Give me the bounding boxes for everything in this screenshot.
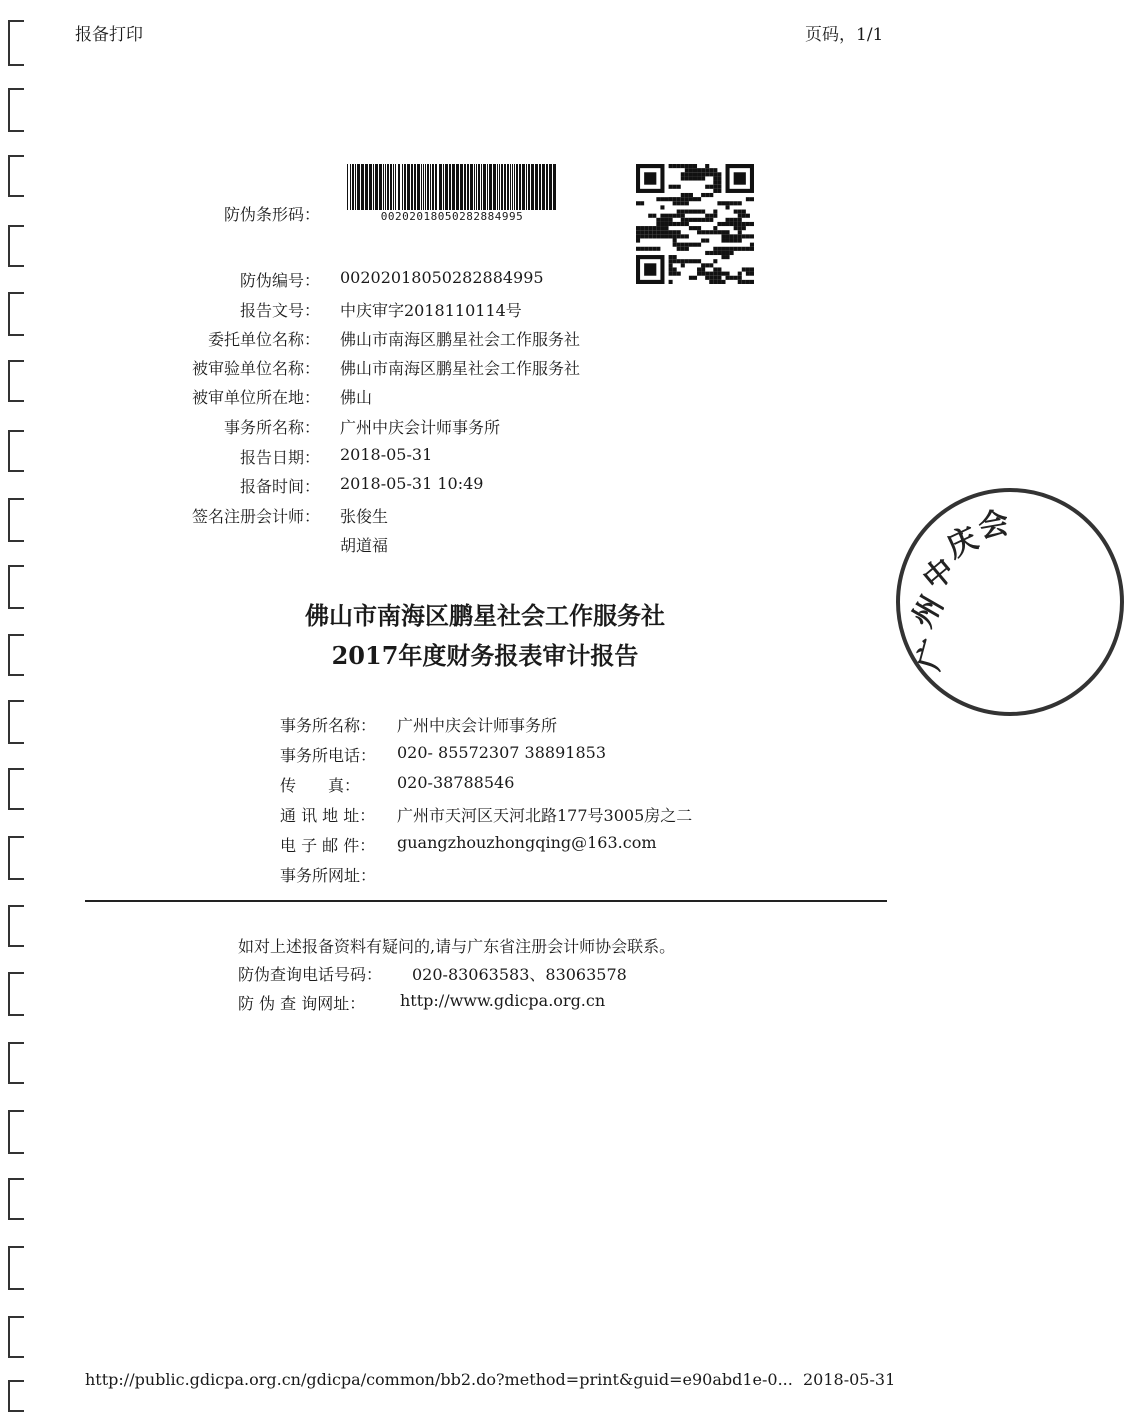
- field-value: 佛山市南海区鹏星社会工作服务社: [340, 330, 581, 349]
- field-value: 中庆审字2018110114号: [340, 301, 522, 320]
- binder-mark: [8, 155, 24, 197]
- seal-char: 中: [916, 551, 962, 598]
- office-label: 事务所网址：: [280, 866, 377, 885]
- binder-mark: [8, 836, 24, 880]
- qr-code-image: [636, 164, 754, 284]
- seal-char: 会: [975, 505, 1012, 546]
- phone-value: 020-83063583、83063578: [412, 965, 627, 984]
- binder-mark: [8, 1380, 24, 1412]
- binder-mark: [8, 1316, 24, 1358]
- field-value: 2018-05-31 10:49: [340, 474, 484, 493]
- header-right: 页码，1/1: [805, 25, 884, 45]
- field-value: 张俊生: [340, 507, 389, 526]
- field-value: 佛山市南海区鹏星社会工作服务社: [340, 359, 581, 378]
- barcode-image: [347, 164, 557, 210]
- field-label: 被审验单位名称：: [191, 359, 320, 378]
- binder-mark: [8, 360, 24, 402]
- web-label: 防 伪 查 询网址：: [238, 994, 366, 1013]
- field-label: 报告日期：: [239, 448, 320, 467]
- binder-mark: [8, 498, 24, 542]
- binder-mark: [8, 700, 24, 744]
- office-label: 电 子 邮 件：: [280, 836, 376, 855]
- office-value: 广州中庆会计师事务所: [397, 716, 558, 735]
- field-label: 被审单位所在地：: [191, 388, 320, 407]
- binder-mark: [8, 430, 24, 472]
- field-value: 佛山: [340, 388, 373, 407]
- field-value: 2018-05-31: [340, 445, 433, 464]
- field-value: 胡道福: [340, 536, 389, 555]
- field-label: 委托单位名称：: [207, 330, 320, 349]
- binder-mark: [8, 20, 24, 66]
- binder-mark: [8, 1110, 24, 1154]
- office-value: 020- 85572307 38891853: [397, 743, 606, 762]
- office-value: 广州市天河区天河北路177号3005房之二: [397, 806, 693, 825]
- barcode-label: 防伪条形码：: [223, 205, 320, 224]
- office-value: guangzhouzhongqing@163.com: [397, 833, 657, 852]
- binder-mark: [8, 1042, 24, 1084]
- binder-mark: [8, 88, 24, 132]
- contact-note: 如对上述报备资料有疑问的,请与广东省注册会计师协会联系。: [238, 937, 676, 956]
- seal-char: 广: [911, 635, 954, 674]
- header-left: 报备打印: [75, 25, 143, 45]
- binder-mark: [8, 225, 24, 267]
- seal-char: 州: [905, 590, 951, 634]
- web-value: http://www.gdicpa.org.cn: [400, 991, 606, 1010]
- field-label: 签名注册会计师：: [191, 507, 320, 526]
- footer-url: http://public.gdicpa.org.cn/gdicpa/common/bb2.do?method=print&guid=e90abd1e-0...: [85, 1370, 793, 1389]
- office-label: 传 真：: [280, 776, 361, 795]
- binder-mark: [8, 1246, 24, 1290]
- phone-label: 防伪查询电话号码：: [238, 965, 383, 984]
- report-title-line1: 佛山市南海区鹏星社会工作服务社: [305, 601, 665, 630]
- office-label: 事务所电话：: [280, 746, 377, 765]
- field-label: 防伪编号：: [239, 271, 320, 290]
- field-label: 报备时间：: [239, 477, 320, 496]
- footer-date: 2018-05-31: [803, 1370, 896, 1389]
- seal-char: 庆: [941, 520, 984, 566]
- binder-mark: [8, 972, 24, 1016]
- binder-mark: [8, 905, 24, 947]
- binder-mark: [8, 1178, 24, 1220]
- barcode-number: 00202018050282884995: [380, 210, 524, 223]
- field-value: 广州中庆会计师事务所: [340, 418, 501, 437]
- divider-line: [85, 900, 887, 902]
- field-label: 报告文号：: [239, 301, 320, 320]
- field-value: 00202018050282884995: [340, 268, 544, 287]
- office-label: 通 讯 地 址：: [280, 806, 376, 825]
- report-title-line2: 2017年度财务报表审计报告: [331, 641, 639, 670]
- field-label: 事务所名称：: [223, 418, 320, 437]
- office-value: 020-38788546: [397, 773, 515, 792]
- binder-mark: [8, 292, 24, 336]
- binder-mark: [8, 768, 24, 810]
- office-label: 事务所名称：: [280, 716, 377, 735]
- company-seal: [896, 488, 1124, 716]
